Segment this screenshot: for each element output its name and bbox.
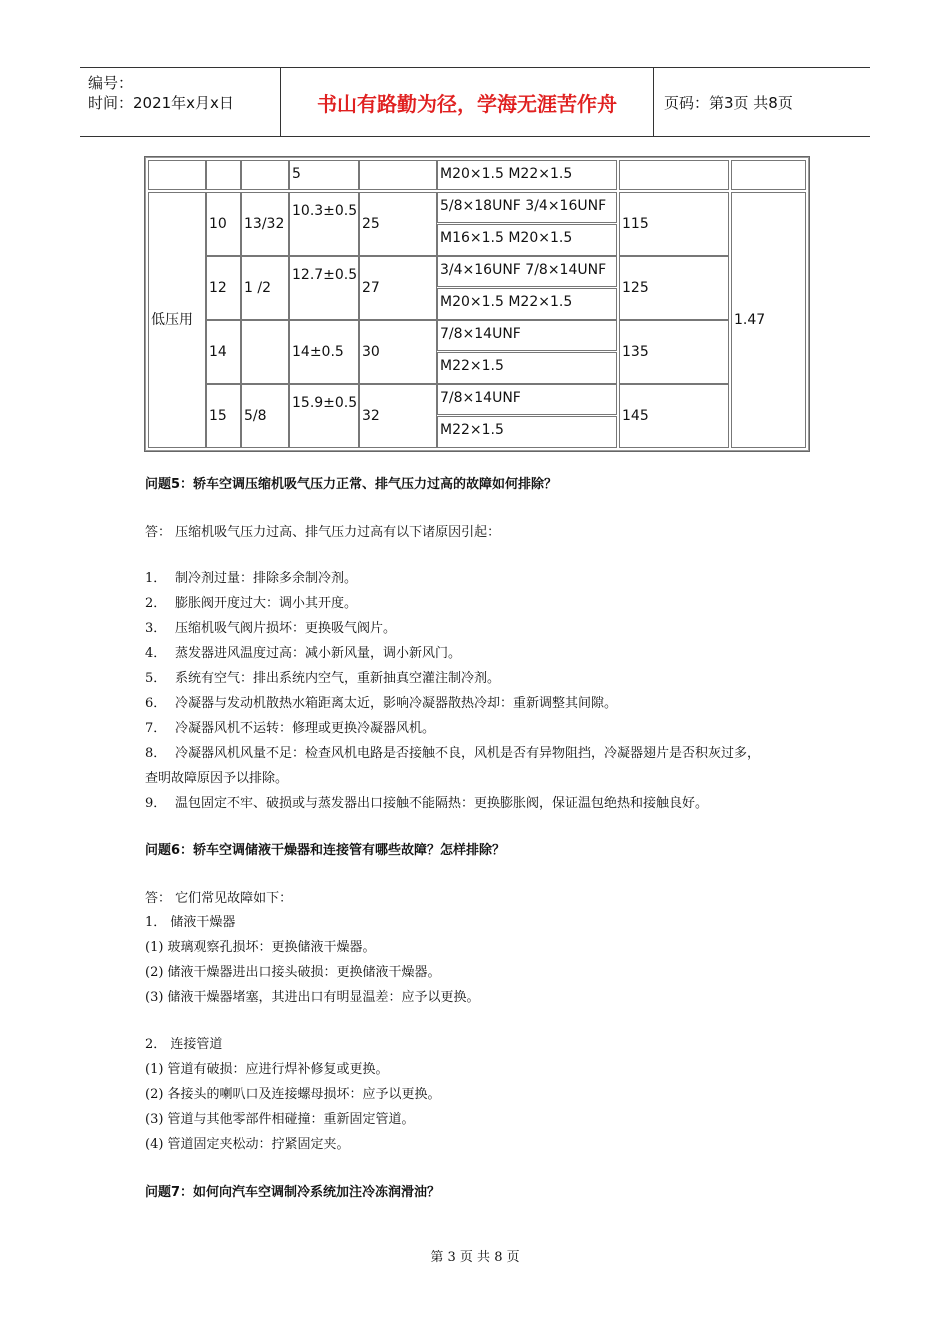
time-label: 时间：2021年x月x日	[88, 94, 234, 112]
list-item: 9． 温包固定不牢、破损或与蒸发器出口接触不能隔热：更换膨胀阀，保证温包绝热和接触良好。	[145, 796, 709, 811]
table-cell: 27	[359, 256, 437, 320]
table-cell: M20×1.5 M22×1.5	[437, 160, 617, 190]
list-item: 6． 冷凝器与发动机散热水箱距离太近，影响冷凝器散热冷却：重新调整其间隙。	[145, 696, 618, 711]
table-cell: 13/32	[241, 192, 289, 256]
list-item: 查明故障原因予以排除。	[145, 771, 289, 786]
table-cell	[359, 160, 437, 190]
table-cell	[731, 160, 806, 190]
table-cell: 5/8×18UNF 3/4×16UNF	[437, 192, 617, 223]
table-cell: 10	[206, 192, 241, 256]
table-cell: M22×1.5	[437, 416, 617, 448]
list-item: (1) 管道有破损：应进行焊补修复或更换。	[145, 1062, 389, 1077]
table-cell: 5/8	[241, 384, 289, 448]
table-cell	[148, 160, 206, 190]
table-cell: 1 /2	[241, 256, 289, 320]
table-cell: 145	[619, 384, 729, 448]
table-cell	[206, 160, 241, 190]
list-item: (2) 储液干燥器进出口接头破损：更换储液干燥器。	[145, 965, 441, 980]
table-cell: 10.3±0.5	[289, 192, 359, 256]
table-cell: 135	[619, 320, 729, 384]
table-cell: 14±0.5	[289, 320, 359, 384]
list-item: (2) 各接头的喇叭口及连接螺母损坏：应予以更换。	[145, 1087, 441, 1102]
table-cell: M20×1.5 M22×1.5	[437, 288, 617, 320]
section-title: 1． 储液干燥器	[145, 915, 236, 930]
list-item: 8． 冷凝器风机风量不足：检查风机电路是否接触不良，风机是否有异物阻挡，冷凝器翅片是否积灰过多，	[145, 746, 761, 761]
table-cell: 14	[206, 320, 241, 384]
question-5-answer-intro: 答： 压缩机吸气压力过高、排气压力过高有以下诸原因引起：	[145, 525, 501, 540]
section-title: 2． 连接管道	[145, 1037, 223, 1052]
number-label: 编号：	[88, 74, 134, 92]
list-item: (4) 管道固定夹松动：拧紧固定夹。	[145, 1137, 350, 1152]
list-item: (3) 储液干燥器堵塞，其进出口有明显温差：应予以更换。	[145, 990, 480, 1005]
table-cell	[619, 160, 729, 190]
list-item: 2． 膨胀阀开度过大：调小其开度。	[145, 596, 358, 611]
header-meta	[80, 68, 281, 136]
list-item: (3) 管道与其他零部件相碰撞：重新固定管道。	[145, 1112, 415, 1127]
table-cell: 12	[206, 256, 241, 320]
group-value: 1.47	[731, 192, 806, 448]
question-5-title: 问题5：轿车空调压缩机吸气压力正常、排气压力过高的故障如何排除？	[145, 477, 558, 492]
table-cell: 5	[289, 160, 359, 190]
table-cell: 32	[359, 384, 437, 448]
list-item: 5． 系统有空气：排出系统内空气，重新抽真空灌注制冷剂。	[145, 671, 501, 686]
list-item: 7． 冷凝器风机不运转：修理或更换冷凝器风机。	[145, 721, 436, 736]
table-cell: 125	[619, 256, 729, 320]
question-6-section-2	[145, 1032, 835, 1157]
question-6-section-1	[145, 910, 835, 1010]
table-cell: 30	[359, 320, 437, 384]
header-motto-cell	[281, 68, 654, 136]
table-cell: M22×1.5	[437, 352, 617, 384]
list-item: 3． 压缩机吸气阀片损坏：更换吸气阀片。	[145, 621, 397, 636]
list-item: 4． 蒸发器进风温度过高：减小新风量，调小新风门。	[145, 646, 462, 661]
table-cell: M16×1.5 M20×1.5	[437, 224, 617, 256]
table-cell	[241, 160, 289, 190]
question-7-title: 问题7：如何向汽车空调制冷系统加注冷冻润滑油？	[145, 1185, 441, 1200]
page-footer: 第 3 页 共 8 页	[430, 1250, 520, 1265]
list-item: 1． 制冷剂过量：排除多余制冷剂。	[145, 571, 358, 586]
question-6-answer-intro: 答： 它们常见故障如下：	[145, 891, 293, 906]
table-cell: 15	[206, 384, 241, 448]
question-5-list	[145, 566, 835, 816]
table-cell: 115	[619, 192, 729, 256]
spec-table	[144, 156, 810, 452]
group-label: 低压用	[148, 192, 206, 448]
page-indicator: 页码：第3页 共8页	[664, 93, 793, 112]
table-cell	[241, 320, 289, 384]
table-cell: 12.7±0.5	[289, 256, 359, 320]
table-cell: 7/8×14UNF	[437, 320, 617, 351]
table-cell: 7/8×14UNF	[437, 384, 617, 415]
page-header	[80, 67, 870, 137]
question-6-title: 问题6：轿车空调储液干燥器和连接管有哪些故障？怎样排除？	[145, 843, 506, 858]
list-item: (1) 玻璃观察孔损坏：更换储液干燥器。	[145, 940, 376, 955]
table-cell: 3/4×16UNF 7/8×14UNF	[437, 256, 617, 287]
header-motto: 书山有路勤为径，学海无涯苦作舟	[317, 91, 617, 116]
table-cell: 15.9±0.5	[289, 384, 359, 448]
table-cell: 25	[359, 192, 437, 256]
